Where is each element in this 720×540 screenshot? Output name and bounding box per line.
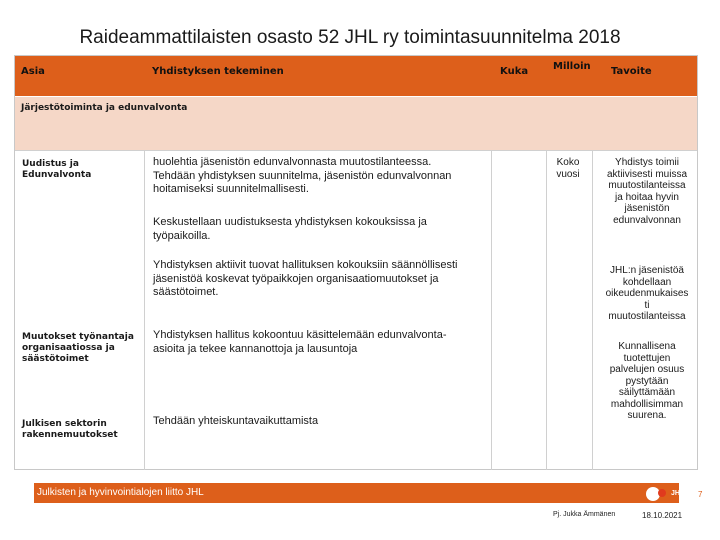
section-title: Järjestötoiminta ja edunvalvonta: [21, 103, 188, 113]
logo-text: JHL: [671, 490, 685, 497]
tavoite-text-2: JHL:n jäsenistöä kohdellaan oikeudenmukaises ti muutostilanteissa: [605, 265, 689, 322]
asia-uudistus: Uudistus ja Edunvalvonta: [22, 159, 92, 180]
tavoite-text-3: Kunnallisena tuotettujen palvelujen osuus pystytään säilyttämään mahdollisimman suurena.: [609, 341, 685, 421]
tekeminen-text-5: Tehdään yhteiskuntavaikuttamista: [153, 415, 319, 427]
tavoite-text-1: Yhdistys toimii aktiivisesti muissa muutostilanteissa ja hoitaa hyvin jäsenistön edunvalvonnan: [606, 157, 688, 226]
column-divider: [144, 150, 145, 470]
tekeminen-text-1: huolehtia jäsenistön edunvalvonnasta muutostilanteessa. Tehdään yhdistyksen suunnitelma, jäsenistön edunvalvonnan hoitamiseksi suunnitelmallisesti.: [153, 156, 452, 195]
section-row: [15, 96, 697, 151]
column-divider: [546, 150, 547, 470]
header-milloin: Milloin: [553, 61, 591, 72]
footer-org: Julkisten ja hyvinvointialojen liitto JHL: [37, 487, 204, 498]
header-kuka: Kuka: [500, 66, 529, 77]
tekeminen-text-4: Yhdistyksen hallitus kokoontuu käsittelemään edunvalvonta- asioita ja tekee kannanottoja ja lausuntoja: [153, 329, 447, 355]
logo-dot-icon: [658, 489, 666, 497]
header-yhdistyksen-tekeminen: Yhdistyksen tekeminen: [152, 66, 284, 77]
column-divider: [592, 150, 593, 470]
asia-julkisen-sektorin: Julkisen sektorin rakennemuutokset: [22, 419, 118, 440]
row-divider: [15, 150, 697, 151]
page-number: 7: [698, 490, 703, 499]
header-asia: Asia: [21, 66, 45, 77]
header-tavoite: Tavoite: [611, 66, 652, 77]
column-divider: [491, 150, 492, 470]
milloin-text: Koko vuosi: [556, 157, 580, 180]
page-title: Raideammattilaisten osasto 52 JHL ry toimintasuunnitelma 2018: [79, 27, 621, 48]
asia-muutokset: Muutokset työnantaja organisaatiossa ja säästötoimet: [22, 332, 134, 364]
tekeminen-text-2: Keskustellaan uudistuksesta yhdistyksen kokouksissa ja työpaikoilla.: [153, 216, 427, 242]
date: 18.10.2021: [642, 511, 683, 520]
table-header: [15, 56, 697, 96]
tekeminen-text-3: Yhdistyksen aktiivit tuovat hallituksen kokouksiin säännöllisesti jäsenistöä koskevat työpaikkojen organisaatiomuutokset ja säästötoimet.: [153, 259, 458, 298]
plan-table: [14, 55, 698, 470]
author: Pj. Jukka Ämmänen: [553, 511, 616, 518]
footer-bar: [34, 483, 679, 503]
